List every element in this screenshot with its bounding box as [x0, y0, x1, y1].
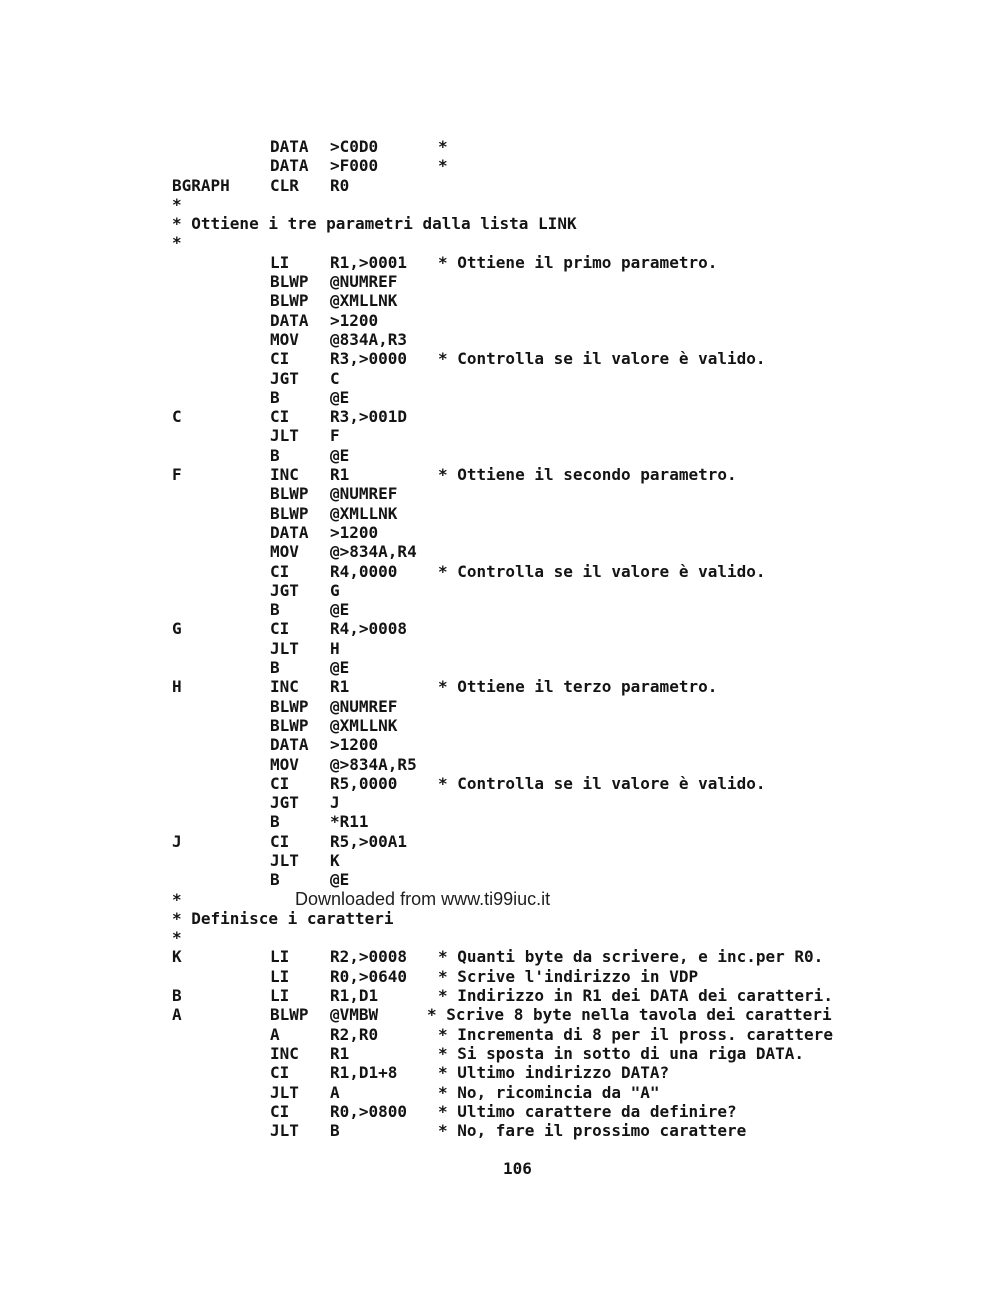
code-line [0, 426, 1000, 445]
line-label: C [172, 407, 182, 427]
code-line [0, 793, 1000, 812]
line-comment: * Ottiene il terzo parametro. [438, 677, 718, 697]
operand: @XMLLNK [330, 291, 398, 311]
code-line [0, 465, 1000, 484]
operand: @E [330, 658, 350, 678]
operand: >1200 [330, 522, 379, 542]
operand: @834A,R3 [330, 329, 408, 349]
code-line [0, 562, 1000, 581]
opcode: JLT [270, 1082, 299, 1102]
operand: R4,>0008 [330, 619, 408, 639]
code-line [0, 947, 1000, 966]
opcode: CI [270, 1063, 290, 1083]
opcode: MOV [270, 754, 299, 774]
line-comment: * Scrive 8 byte nella tavola dei caratteri [427, 1005, 832, 1025]
opcode: DATA [270, 310, 309, 330]
page-number: 106 [503, 1159, 532, 1178]
line-comment: * Controlla se il valore è valido. [438, 561, 766, 581]
operand: R2,R0 [330, 1024, 379, 1044]
code-line [0, 137, 1000, 156]
code-line [0, 812, 1000, 831]
code-line [0, 504, 1000, 523]
operand: @E [330, 445, 350, 465]
operand: @E [330, 600, 350, 620]
operand: >1200 [330, 310, 379, 330]
line-label: K [172, 947, 182, 967]
opcode: BLWP [270, 715, 309, 735]
opcode: DATA [270, 522, 309, 542]
code-line [0, 291, 1000, 310]
line-label: * [172, 928, 182, 948]
code-line [0, 542, 1000, 561]
opcode: JLT [270, 1121, 299, 1141]
code-line [0, 928, 1000, 947]
line-comment: * No, fare il prossimo carattere [438, 1121, 747, 1141]
code-line [0, 388, 1000, 407]
opcode: LI [270, 986, 290, 1006]
operand: >1200 [330, 735, 379, 755]
operand: R0,>0800 [330, 1101, 408, 1121]
opcode: BLWP [270, 484, 309, 504]
code-line [0, 369, 1000, 388]
line-label: * Ottiene i tre parametri dalla lista LINK [172, 214, 577, 234]
line-comment: * Ultimo carattere da definire? [438, 1101, 737, 1121]
line-comment: * Indirizzo in R1 dei DATA dei caratteri. [438, 986, 833, 1006]
opcode: BLWP [270, 696, 309, 716]
opcode: CI [270, 831, 290, 851]
code-line [0, 156, 1000, 175]
code-line [0, 755, 1000, 774]
opcode: DATA [270, 137, 309, 156]
code-line [0, 1102, 1000, 1121]
opcode: B [270, 870, 280, 890]
operand: R1 [330, 1043, 350, 1063]
opcode: B [270, 445, 280, 465]
operand: @E [330, 387, 350, 407]
opcode: B [270, 600, 280, 620]
operand: F [330, 426, 340, 446]
code-line [0, 330, 1000, 349]
operand: @>834A,R4 [330, 542, 417, 562]
code-line [0, 272, 1000, 291]
code-line [0, 407, 1000, 426]
line-label: * [172, 194, 182, 214]
line-label: BGRAPH [172, 175, 230, 195]
code-line [0, 214, 1000, 233]
code-line [0, 774, 1000, 793]
opcode: DATA [270, 156, 309, 176]
opcode: B [270, 812, 280, 832]
code-line [0, 1005, 1000, 1024]
operand: R1 [330, 465, 350, 485]
operand: G [330, 580, 340, 600]
operand: >C0D0 [330, 137, 379, 156]
code-line [0, 446, 1000, 465]
opcode: JLT [270, 638, 299, 658]
download-watermark: Downloaded from www.ti99iuc.it [295, 889, 551, 909]
operand: R5,0000 [330, 773, 398, 793]
operand: R1,D1+8 [330, 1063, 398, 1083]
operand: R3,>001D [330, 407, 408, 427]
operand: >F000 [330, 156, 379, 176]
code-line [0, 349, 1000, 368]
opcode: CI [270, 407, 290, 427]
opcode: BLWP [270, 291, 309, 311]
opcode: MOV [270, 329, 299, 349]
code-line [0, 870, 1000, 889]
line-comment: * Incrementa di 8 per il pross. carattere [438, 1024, 833, 1044]
code-line [0, 1083, 1000, 1102]
line-comment: * Ottiene il secondo parametro. [438, 465, 737, 485]
operand: R1,D1 [330, 986, 379, 1006]
opcode: BLWP [270, 503, 309, 523]
operand: @E [330, 870, 350, 890]
line-label: * [172, 889, 182, 909]
line-label: H [172, 677, 182, 697]
operand: R5,>00A1 [330, 831, 408, 851]
code-line [0, 967, 1000, 986]
code-line [0, 986, 1000, 1005]
opcode: INC [270, 465, 299, 485]
opcode: CLR [270, 175, 299, 195]
opcode: LI [270, 966, 290, 986]
opcode: LI [270, 252, 290, 272]
opcode: JLT [270, 426, 299, 446]
opcode: DATA [270, 735, 309, 755]
operand: A [330, 1082, 340, 1102]
line-comment: * Ottiene il primo parametro. [438, 252, 718, 272]
code-line [0, 909, 1000, 928]
code-line [0, 639, 1000, 658]
opcode: CI [270, 561, 290, 581]
line-comment: * Quanti byte da scrivere, e inc.per R0. [438, 947, 824, 967]
line-comment: * Ultimo indirizzo DATA? [438, 1063, 670, 1083]
operand: R1 [330, 677, 350, 697]
opcode: CI [270, 1101, 290, 1121]
code-line [0, 233, 1000, 252]
line-comment: * Si sposta in sotto di una riga DATA. [438, 1043, 805, 1063]
opcode: BLWP [270, 1005, 309, 1025]
operand: @>834A,R5 [330, 754, 417, 774]
assembly-listing [0, 137, 1000, 1140]
operand: R2,>0008 [330, 947, 408, 967]
opcode: B [270, 387, 280, 407]
code-line [0, 195, 1000, 214]
opcode: INC [270, 677, 299, 697]
opcode: JGT [270, 580, 299, 600]
operand: @VMBW [330, 1005, 379, 1025]
code-line [0, 484, 1000, 503]
code-line [0, 311, 1000, 330]
operand: R4,0000 [330, 561, 398, 581]
opcode: B [270, 658, 280, 678]
operand: @XMLLNK [330, 715, 398, 735]
operand: H [330, 638, 340, 658]
opcode: JGT [270, 793, 299, 813]
opcode: CI [270, 619, 290, 639]
line-label: F [172, 465, 182, 485]
operand: R0 [330, 175, 350, 195]
line-comment: * No, ricomincia da "A" [438, 1082, 660, 1102]
operand: @NUMREF [330, 696, 398, 716]
code-line [0, 1044, 1000, 1063]
operand: C [330, 368, 340, 388]
code-line [0, 176, 1000, 195]
line-label: G [172, 619, 182, 639]
operand: *R11 [330, 812, 369, 832]
opcode: A [270, 1024, 280, 1044]
code-line [0, 658, 1000, 677]
code-line [0, 716, 1000, 735]
operand: J [330, 793, 340, 813]
code-line [0, 581, 1000, 600]
line-comment: * [438, 156, 448, 176]
code-line [0, 697, 1000, 716]
code-line [0, 619, 1000, 638]
opcode: CI [270, 773, 290, 793]
code-line [0, 253, 1000, 272]
opcode: CI [270, 349, 290, 369]
operand: R3,>0000 [330, 349, 408, 369]
opcode: MOV [270, 542, 299, 562]
operand: K [330, 850, 340, 870]
opcode: JLT [270, 850, 299, 870]
line-label: * Definisce i caratteri [172, 908, 394, 928]
operand: R1,>0001 [330, 252, 408, 272]
line-label: A [172, 1005, 182, 1025]
code-line [0, 1025, 1000, 1044]
code-line [0, 1063, 1000, 1082]
line-comment: * Scrive l'indirizzo in VDP [438, 966, 699, 986]
operand: R0,>0640 [330, 966, 408, 986]
opcode: BLWP [270, 272, 309, 292]
line-label: J [172, 831, 182, 851]
code-line [0, 851, 1000, 870]
line-comment: * [438, 137, 448, 156]
line-comment: * Controlla se il valore è valido. [438, 773, 766, 793]
code-line [0, 677, 1000, 696]
code-line [0, 600, 1000, 619]
operand: B [330, 1121, 340, 1141]
opcode: LI [270, 947, 290, 967]
line-label: B [172, 986, 182, 1006]
code-line [0, 1121, 1000, 1140]
line-label: * [172, 233, 182, 253]
operand: @NUMREF [330, 484, 398, 504]
opcode: JGT [270, 368, 299, 388]
code-line [0, 523, 1000, 542]
code-line [0, 832, 1000, 851]
code-line [0, 735, 1000, 754]
opcode: INC [270, 1043, 299, 1063]
line-comment: * Controlla se il valore è valido. [438, 349, 766, 369]
operand: @NUMREF [330, 272, 398, 292]
operand: @XMLLNK [330, 503, 398, 523]
